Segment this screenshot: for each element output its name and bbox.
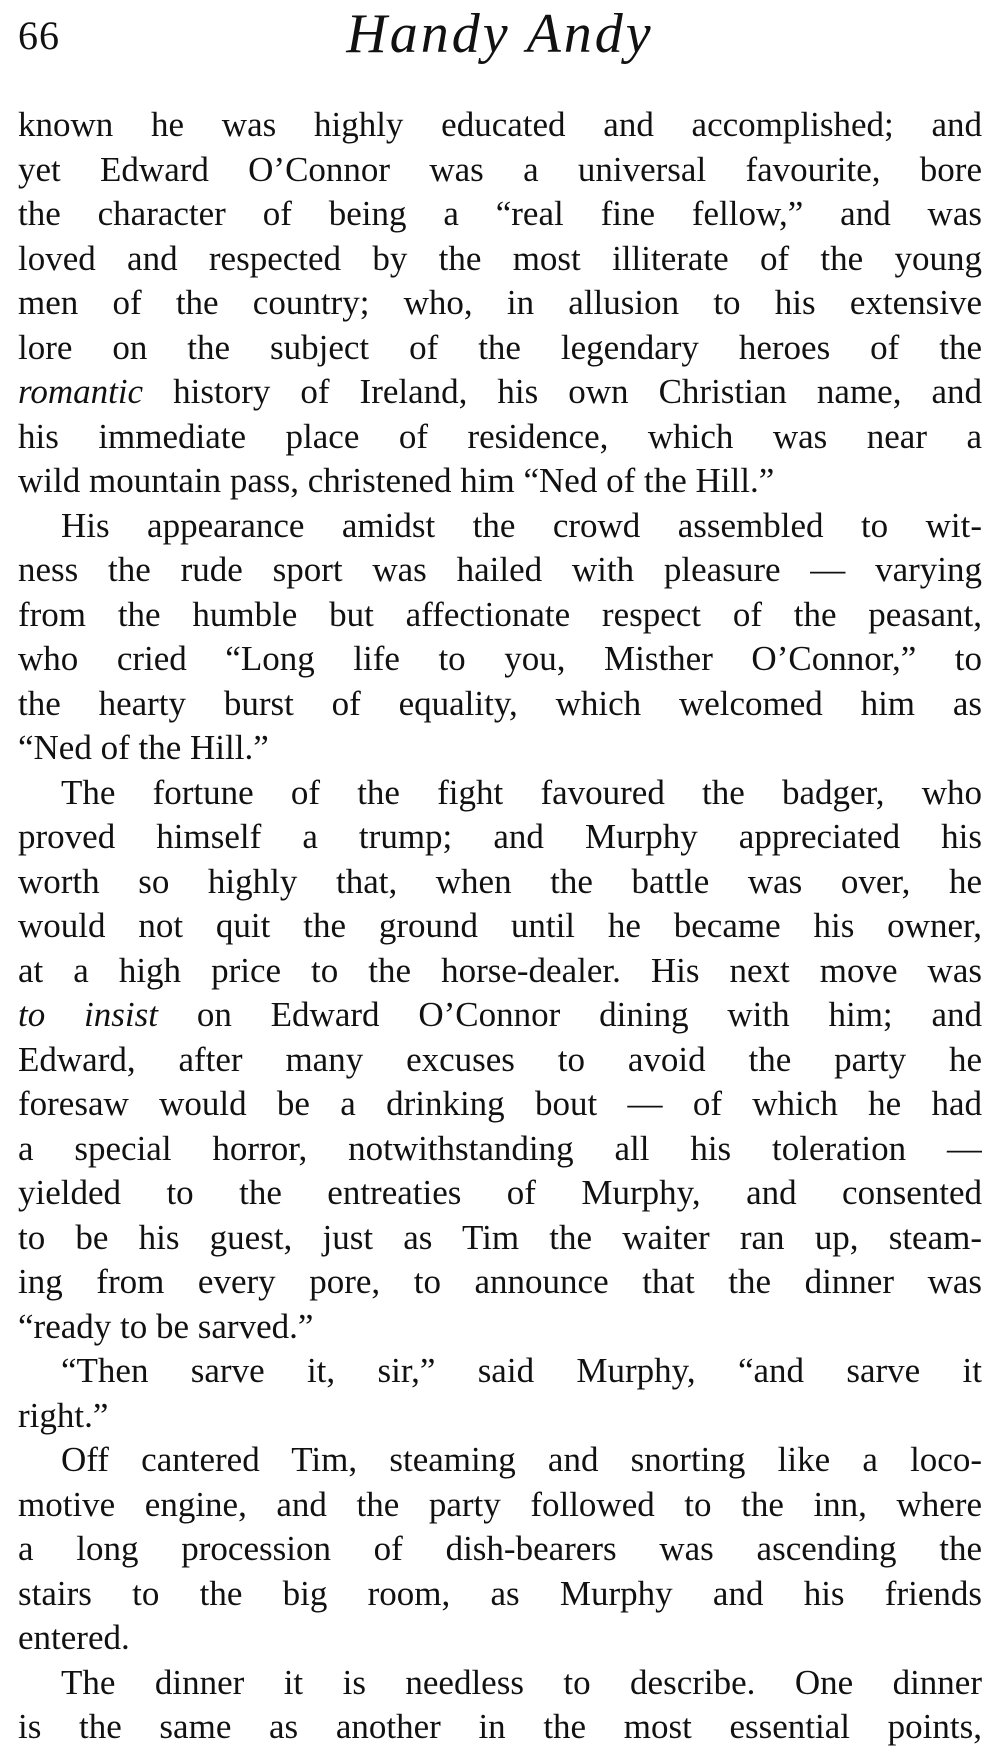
text-line: ness the rude sport was hailed with pleasure — varying xyxy=(18,550,982,589)
text-line: ing from every pore, to announce that the dinner was xyxy=(18,1262,982,1301)
text-line: motive engine, and the party followed to the inn, where xyxy=(18,1484,982,1524)
text-line xyxy=(18,370,982,415)
text-line: Edward, after many excuses to avoid the party he xyxy=(18,1039,982,1079)
text-line: a special horror, notwithstanding all his toleration — xyxy=(18,1128,982,1168)
text-line: The fortune of the fight favoured the badger, who xyxy=(61,772,982,812)
text-line: right.” xyxy=(18,1395,109,1435)
text-line: the hearty burst of equality, which welcomed him as xyxy=(18,683,982,723)
text-line: known he was highly educated and accomplished; and xyxy=(18,105,982,144)
text-line: worth so highly that, when the battle was over, he xyxy=(18,861,982,901)
text-line: is the same as another in the most essential points, xyxy=(18,1707,982,1746)
text-line: who cried “Long life to you, Misther O’Connor,” to xyxy=(18,639,982,678)
text-line: “Ned of the Hill.” xyxy=(18,728,269,767)
text-line: yielded to the entreaties of Murphy, and consented xyxy=(18,1173,982,1212)
text-line: men of the country; who, in allusion to his extensive xyxy=(18,283,982,322)
text-line: loved and respected by the most illiterate of the young xyxy=(18,238,982,278)
italic-word: to insist xyxy=(18,995,158,1034)
text-line-rest: history of Ireland, his own Christian name, and xyxy=(173,372,982,411)
text-line: stairs to the big room, as Murphy and his friends xyxy=(18,1573,982,1613)
text-line: The dinner it is needless to describe. One dinner xyxy=(61,1662,982,1702)
text-line: foresaw would be a drinking bout — of which he had xyxy=(18,1084,982,1123)
text-line: at a high price to the horse-dealer. His next move was xyxy=(18,950,982,990)
text-line: a long procession of dish-bearers was ascending the xyxy=(18,1529,982,1568)
text-line: His appearance amidst the crowd assembled to wit- xyxy=(61,505,982,545)
text-line: proved himself a trump; and Murphy appreciated his xyxy=(18,817,982,856)
text-line-rest: on Edward O’Connor dining with him; and xyxy=(196,995,982,1034)
text-line: his immediate place of residence, which was near a xyxy=(18,416,982,456)
book-page xyxy=(18,0,982,1750)
text-line xyxy=(18,993,982,1038)
text-line: Off cantered Tim, steaming and snorting like a loco- xyxy=(61,1440,982,1479)
text-line: lore on the subject of the legendary heroes of the xyxy=(18,327,982,367)
text-line: the character of being a “real fine fellow,” and was xyxy=(18,194,982,233)
italic-word: romantic xyxy=(18,372,144,411)
running-title: Handy Andy xyxy=(346,3,654,65)
text-line: from the humble but affectionate respect of the peasant, xyxy=(18,594,982,634)
text-line: “Then sarve it, sir,” said Murphy, “and sarve it xyxy=(61,1351,982,1390)
text-line: yet Edward O’Connor was a universal favourite, bore xyxy=(18,149,982,189)
text-line: “ready to be sarved.” xyxy=(18,1306,314,1346)
text-line: would not quit the ground until he became his owner, xyxy=(18,906,982,945)
text-line: entered. xyxy=(18,1618,130,1657)
text-line: wild mountain pass, christened him “Ned of the Hill.” xyxy=(18,461,775,500)
running-head xyxy=(18,0,982,90)
page-number: 66 xyxy=(18,13,60,58)
text-line: to be his guest, just as Tim the waiter ran up, steam- xyxy=(18,1217,982,1257)
body-text xyxy=(18,103,982,1750)
